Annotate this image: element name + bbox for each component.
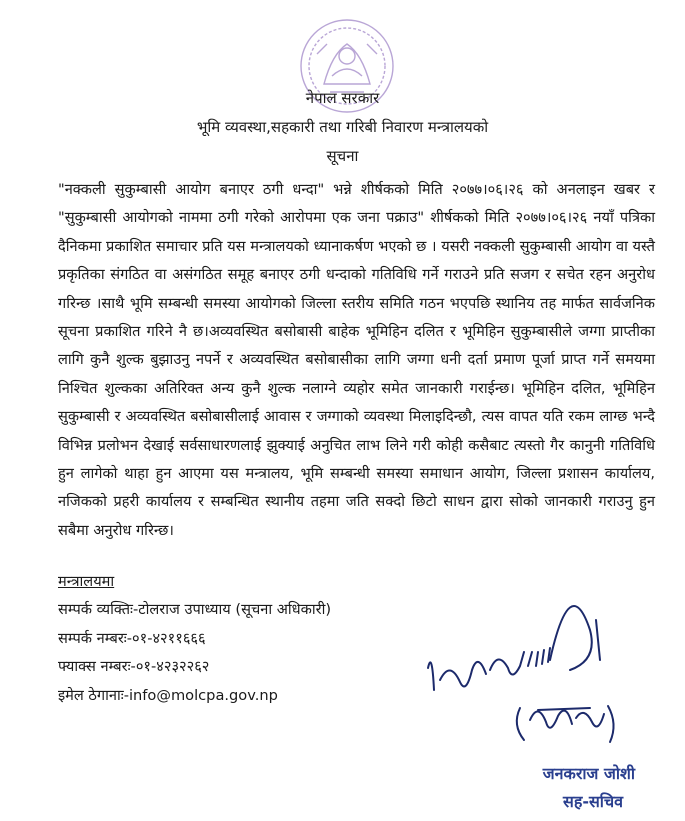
- contact-block: [58, 568, 331, 710]
- signer-title: सह-सचिव: [563, 792, 623, 811]
- contact-heading: मन्त्रालयमा: [58, 573, 115, 590]
- notice-title: सूचना: [326, 147, 359, 165]
- contact-person: सम्पर्क व्यक्तिः-टोलराज उपाध्याय (सूचना अधिकारी): [58, 601, 332, 619]
- contact-fax: फ्याक्स नम्बरः-०१-४२३२२६२: [58, 658, 210, 676]
- government-seal-stamp: [272, 14, 422, 132]
- government-title: नेपाल सरकार: [305, 89, 380, 107]
- ministry-title: भूमि व्यवस्था,सहकारी तथा गरिबी निवारण मन्त्रालयको: [196, 118, 489, 136]
- signer-name: जनकराज जोशी: [542, 764, 635, 783]
- contact-email: इमेल ठेगानाः-info@molcpa.gov.np: [58, 686, 278, 704]
- contact-phone: सम्पर्क नम्बरः-०१-४२११६६६: [58, 629, 206, 647]
- notice-body: "नक्कली सुकुम्बासी आयोग बनाएर ठगी धन्दा" भन्ने शीर्षकको मिति २०७७।०६।२६ को अनलाइन खबर र "सुकुम्बासी आयोगको नाममा ठगी गरेको आरोपमा एक जना पक्राउ" शीर्षकको मिति २०७७।०६।२६ नयाँ पत्रिका दैनिकमा प्रकाशित समाचार प्रति यस मन्त्रालयको ध्यानाकर्षण भएको छ । यसरी नक्कली सुकुम्बासी आयोग वा यस्तै प्रकृतिका संगठित वा असंगठित समूह बनाएर ठगी धन्दाको गतिविधि गर्ने गराउने प्रति सजग र सचेत रहन अनुरोध गरिन्छ ।साथै भूमि सम्बन्धी समस्या आयोगको जिल्ला स्तरीय समिति गठन भएपछि स्थानिय तह मार्फत सार्वजनिक सूचना प्रकाशित गरिने नै छ।अव्यवस्थित बसोबासी बाहेक भूमिहिन दलित र भूमिहिन सुकुम्बासीले जग्गा प्राप्तीका लागि कुनै शुल्क बुझाउनु नपर्ने र अव्यवस्थित बसोबासीका लागि जग्गा धनी दर्ता प्रमाण पूर्जा प्राप्त गर्ने समयमा निश्चित शुल्कका अतिरिक्त अन्य कुनै शुल्क नलाग्ने व्यहोर समेत जानकारी गराईन्छ। भूमिहिन दलित, भूमिहिन सुकुम्बासी र अव्यवस्थित बसोबासीलाई आवास र जग्गाको व्यवस्था मिलाइदिन्छौ, त्यस वापत यति रकम लाग्छ भन्दै विभिन्न प्रलोभन देखाई सर्वसाधारणलाई झुक्याई अनुचित लाभ लिने गरी कोही कसैबाट त्यस्तो गैर कानुनी गतिविधि हुन लागेको थाहा हुन आएमा यस मन्त्रालय, भूमि सम्बन्धी समस्या समाधान आयोग, जिल्ला प्रशासन कार्यालय, नजिकको प्रहरी कार्यालय र सम्बन्धित स्थानीय तहमा जति सक्दो छिटो साधन द्वारा सोको जानकारी गराउनु हुन सबैमा अनुरोध गरिन्छ।: [58, 181, 655, 539]
- handwritten-signature: [420, 590, 640, 760]
